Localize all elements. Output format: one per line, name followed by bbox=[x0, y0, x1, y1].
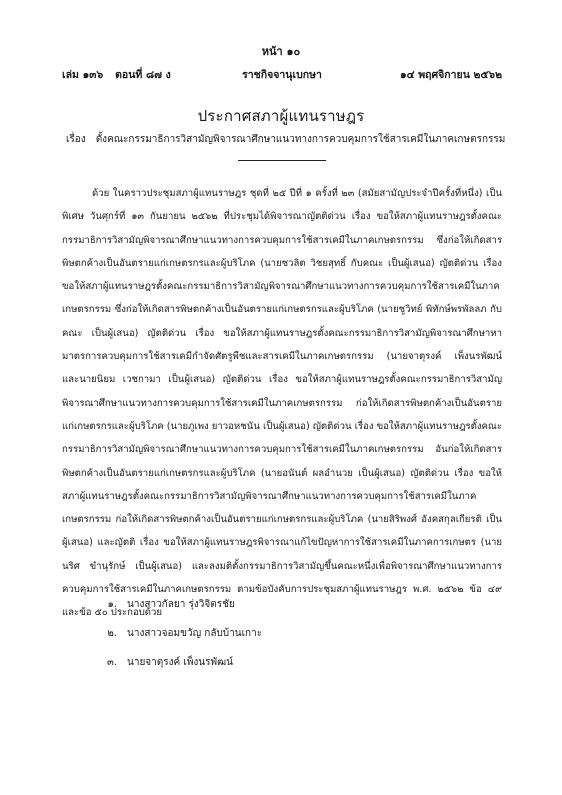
title-divider bbox=[238, 160, 326, 161]
member-name: นายจาตุรงค์ เพ็งนรพัฒน์ bbox=[127, 657, 233, 668]
member-name: นางสาวจอมขวัญ กลับบ้านเกาะ bbox=[127, 628, 263, 639]
member-number: ๓. bbox=[106, 657, 117, 668]
subject-label: เรื่อง bbox=[66, 134, 86, 145]
running-header bbox=[62, 66, 502, 83]
page-number: หน้า ๑๐ bbox=[261, 45, 301, 58]
list-item bbox=[103, 595, 262, 624]
volume-label: เล่ม ๑๓๖ bbox=[62, 69, 104, 81]
header-date: ๑๔ พฤศจิกายน ๒๕๖๒ bbox=[399, 69, 502, 81]
member-name: นางสาวกัลยา รุ่งวิจิตรชัย bbox=[127, 599, 235, 610]
member-list bbox=[103, 595, 262, 682]
part-label: ตอนที่ ๘๗ ง bbox=[115, 69, 171, 81]
list-item bbox=[103, 653, 262, 682]
member-number: ๑. bbox=[107, 599, 117, 610]
member-number: ๒. bbox=[107, 628, 117, 639]
announcement-title: ประกาศสภาผู้แทนราษฎร bbox=[197, 107, 365, 125]
subject-text: ตั้งคณะกรรมาธิการวิสามัญพิจารณาศึกษาแนวทางการควบคุมการใช้สารเคมีในภาคเกษตรกรรม bbox=[95, 134, 506, 145]
publication-name: ราชกิจจานุเบกษา bbox=[242, 69, 322, 81]
list-item bbox=[103, 624, 262, 653]
subject-line bbox=[66, 132, 506, 147]
body-paragraph: ด้วย ในคราวประชุมสภาผู้แทนราษฎร ชุดที่ ๒๕ ปีที่ ๑ ครั้งที่ ๒๓ (สมัยสามัญประจำปีครั้งที่หนึ่ง) เป็นพิเศษ วันศุกร์ที่ ๑๓ กันยายน ๒๕๖๒ ที่ประชุมได้พิจารณาญัตติด่วน เรื่อง ขอให้สภาผู้แทนราษฎรตั้งคณะกรรมาธิการวิสามัญพิจารณาศึกษาแนวทางการควบคุมการใช้สารเคมีในภาคเกษตรกรรม ซึ่งก่อให้เกิดสารพิษตกค้างเป็นอันตรายแก่เกษตรกรและผู้บริโภค (นายชวลิต วิชยสุทธิ์ กับคณะ เป็นผู้เสนอ) ญัตติด่วน เรื่อง ขอให้สภาผู้แทนราษฎรตั้งคณะกรรมาธิการวิสามัญพิจารณาศึกษาแนวทางการควบคุมการใช้สารเคมีในภาคเกษตรกรรม ซึ่งก่อให้เกิดสารพิษตกค้างเป็นอันตรายแก่เกษตรกรและผู้บริโภค (นายชูวิทย์ พิทักษ์พรพัลลภ กับคณะ เป็นผู้เสนอ) ญัตติด่วน เรื่อง ขอให้สภาผู้แทนราษฎรตั้งคณะกรรมาธิการวิสามัญพิจารณาศึกษาหามาตรการควบคุมการใช้สารเคมีกำจัดศัตรูพืชและสารเคมีในภาคเกษตรกรรม (นายจาตุรงค์ เพ็งนรพัฒน์ และนายนิยม เวชกามา เป็นผู้เสนอ) ญัตติด่วน เรื่อง ขอให้สภาผู้แทนราษฎรตั้งคณะกรรมาธิการวิสามัญพิจารณาศึกษาแนวทางการควบคุมการใช้สารเคมีในภาคเกษตรกรรม ก่อให้เกิดสารพิษตกค้างเป็นอันตรายแก่เกษตรกรและผู้บริโภค (นายภูเพง ยาวอหชนัน เป็นผู้เสนอ) ญัตติด่วน เรื่อง ขอให้สภาผู้แทนราษฎรตั้งคณะกรรมาธิการวิสามัญพิจารณาศึกษาแนวทางการควบคุมการใช้สารเคมีในภาคเกษตรกรรม อันก่อให้เกิดสารพิษตกค้างเป็นอันตรายแก่เกษตรกรและผู้บริโภค (นายอนันต์ ผลอำนวย เป็นผู้เสนอ) ญัตติด่วน เรื่อง ขอให้สภาผู้แทนราษฎรตั้งคณะกรรมาธิการวิสามัญพิจารณาศึกษาแนวทางการควบคุมการใช้สารเคมีในภาคเกษตรกรรม ก่อให้เกิดสารพิษตกค้างเป็นอันตรายแก่เกษตรกรและผู้บริโภค (นายสิริพงศ์ อังคสกุลเกียรติ เป็นผู้เสนอ) และญัตติ เรื่อง ขอให้สภาผู้แทนราษฎรพิจารณาแก้ไขปัญหาการใช้สารเคมีในภาคการเกษตร (นายนริศ ขำนุรักษ์ เป็นผู้เสนอ) และลงมติตั้งกรรมาธิการวิสามัญขึ้นคณะหนึ่งเพื่อพิจารณาศึกษาแนวทางการควบคุมการใช้สารเคมีในภาคเกษตรกรรม ตามข้อบังคับการประชุมสภาผู้แทนราษฎร พ.ศ. ๒๕๖๒ ข้อ ๔๙ และข้อ ๕๐ ประกอบด้วย bbox=[62, 188, 502, 619]
